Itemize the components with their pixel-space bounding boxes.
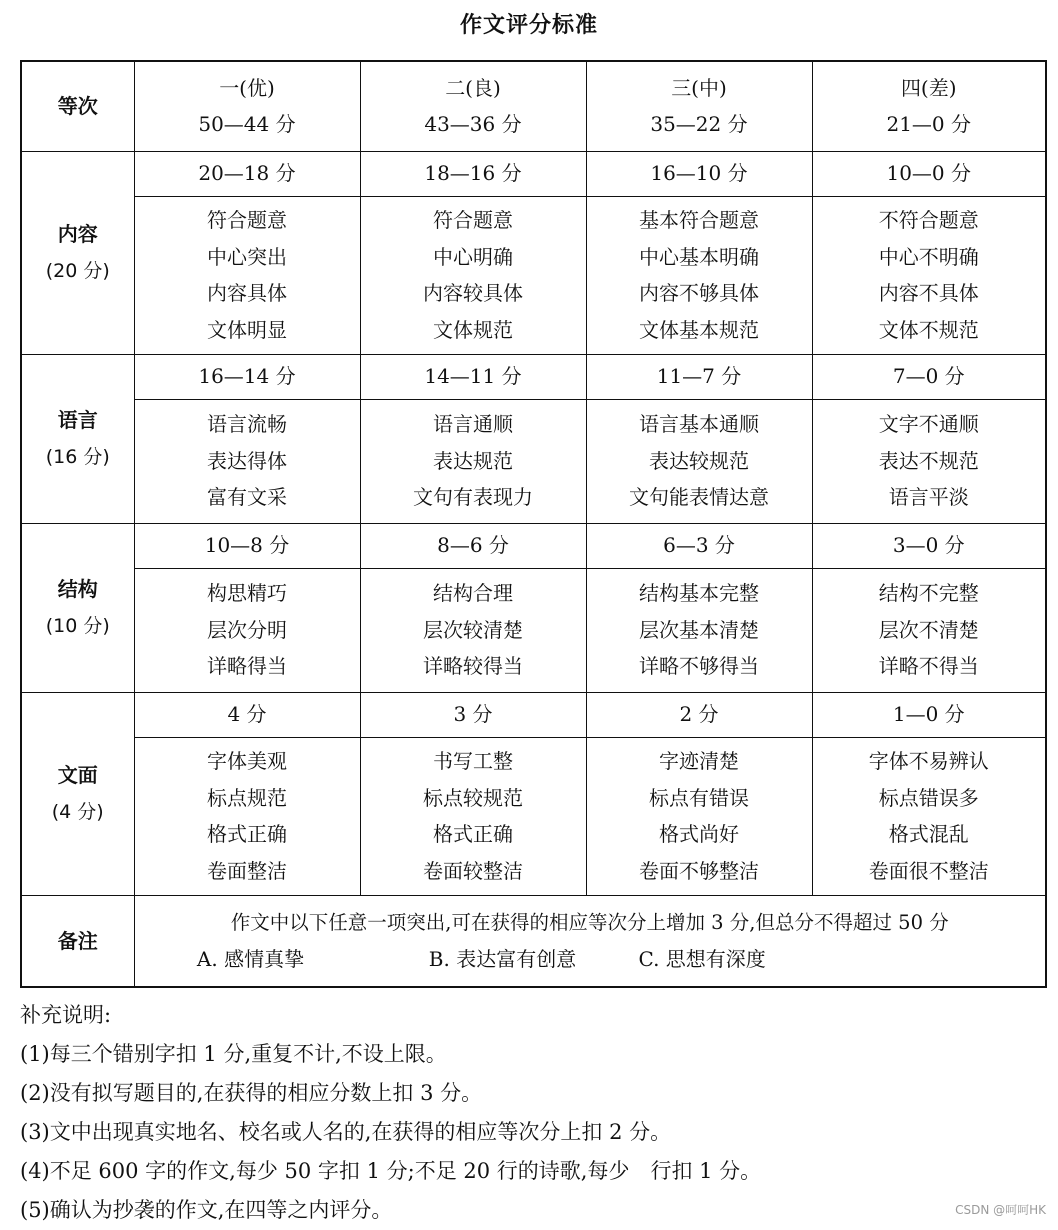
- category-rows: [21, 151, 1046, 895]
- criteria-cell: [812, 568, 1046, 692]
- supplement-item: (1)每三个错别字扣 1 分,重复不计,不设上限。: [20, 1042, 447, 1066]
- supplement-item: (5)确认为抄袭的作文,在四等之内评分。: [20, 1198, 393, 1222]
- criteria-line: 标点有错误: [649, 785, 749, 810]
- criteria-line: 详略较得当: [423, 654, 523, 679]
- grade-label: 等次: [21, 61, 134, 151]
- criteria-line: 文体明显: [207, 317, 287, 342]
- grade-name: 四(差): [900, 75, 957, 100]
- criteria-line: 层次基本清楚: [639, 617, 759, 642]
- score-cell: 18—16 分: [360, 151, 586, 196]
- grade-range: 21—0 分: [886, 112, 972, 137]
- criteria-line: 卷面不够整洁: [639, 858, 759, 883]
- criteria-line: 格式正确: [433, 822, 513, 846]
- notes-cell: [134, 895, 1046, 987]
- score-cell: 7—0 分: [812, 354, 1046, 399]
- score-cell: 10—0 分: [812, 151, 1046, 196]
- criteria-cell: [812, 399, 1046, 523]
- category-name: 语言: [57, 408, 98, 432]
- criteria-line: 详略不够得当: [639, 654, 759, 679]
- notes-label: 备注: [21, 895, 134, 987]
- criteria-cell: [586, 399, 812, 523]
- criteria-line: 不符合题意: [878, 208, 979, 232]
- category-label: [21, 151, 134, 354]
- supplement-item: (3)文中出现真实地名、校名或人名的,在获得的相应等次分上扣 2 分。: [20, 1120, 672, 1144]
- criteria-line: 文句能表情达意: [629, 485, 769, 510]
- criteria-line: 标点较规范: [423, 785, 523, 810]
- criteria-line: 语言基本通顺: [639, 412, 759, 437]
- criteria-cell: [134, 196, 360, 354]
- category-label: [21, 354, 134, 523]
- category-points: (16 分): [45, 445, 110, 468]
- criteria-line: 字体美观: [207, 749, 287, 773]
- notes-options: [135, 941, 1046, 977]
- score-cell: 11—7 分: [586, 354, 812, 399]
- criteria-line: 符合题意: [207, 208, 287, 232]
- criteria-line: 文体规范: [433, 317, 513, 342]
- criteria-line: 中心明确: [433, 244, 513, 269]
- grade-header-cell: [360, 61, 586, 151]
- criteria-line: 结构合理: [433, 581, 513, 606]
- criteria-line: 字体不易辨认: [868, 749, 989, 773]
- grade-range: 50—44 分: [198, 112, 296, 137]
- criteria-row: [21, 568, 1046, 692]
- criteria-line: 表达较规范: [649, 448, 749, 473]
- category-name: 内容: [57, 222, 98, 246]
- criteria-line: 语言通顺: [433, 412, 513, 437]
- criteria-line: 内容不具体: [878, 281, 979, 305]
- criteria-cell: [134, 737, 360, 895]
- criteria-line: 文体基本规范: [639, 317, 759, 342]
- criteria-line: 标点错误多: [878, 785, 979, 810]
- score-cell: 14—11 分: [360, 354, 586, 399]
- criteria-line: 文字不通顺: [878, 412, 979, 437]
- score-cell: 6—3 分: [586, 523, 812, 568]
- notes-option: A. 感情真挚: [196, 946, 305, 971]
- criteria-line: 详略得当: [207, 654, 287, 679]
- criteria-line: 表达规范: [433, 448, 513, 473]
- criteria-line: 格式正确: [207, 822, 287, 846]
- page-title: 作文评分标准: [459, 13, 598, 38]
- criteria-row: [21, 196, 1046, 354]
- criteria-line: 层次不清楚: [878, 617, 979, 642]
- score-cell: 3—0 分: [812, 523, 1046, 568]
- criteria-line: 中心不明确: [878, 244, 979, 269]
- criteria-cell: [360, 568, 586, 692]
- criteria-line: 内容具体: [207, 281, 287, 305]
- criteria-line: 语言平淡: [888, 485, 969, 510]
- criteria-cell: [360, 737, 586, 895]
- criteria-line: 构思精巧: [207, 581, 287, 606]
- criteria-cell: [812, 196, 1046, 354]
- score-cell: 16—10 分: [586, 151, 812, 196]
- supplement-item: (2)没有拟写题目的,在获得的相应分数上扣 3 分。: [20, 1081, 483, 1105]
- criteria-line: 书写工整: [433, 749, 513, 773]
- category-points: (4 分): [51, 800, 104, 823]
- score-row: [21, 354, 1046, 399]
- supplement-heading: 补充说明:: [20, 1003, 112, 1027]
- criteria-line: 基本符合题意: [639, 208, 759, 232]
- watermark: CSDN @呵呵HK: [955, 1203, 1046, 1217]
- category-points: (10 分): [45, 614, 110, 637]
- criteria-line: 格式尚好: [659, 822, 739, 846]
- criteria-line: 字迹清楚: [659, 749, 739, 773]
- grade-header-cell: [586, 61, 812, 151]
- criteria-cell: [134, 399, 360, 523]
- grade-name: 一(优): [219, 75, 275, 100]
- criteria-line: 内容较具体: [423, 281, 523, 305]
- criteria-cell: [586, 568, 812, 692]
- criteria-line: 富有文采: [207, 485, 287, 510]
- criteria-line: 文句有表现力: [413, 485, 533, 510]
- grade-name: 三(中): [671, 75, 727, 100]
- score-cell: 2 分: [586, 692, 812, 737]
- criteria-line: 文体不规范: [878, 317, 979, 342]
- criteria-cell: [360, 399, 586, 523]
- criteria-cell: [812, 737, 1046, 895]
- scoring-table: [20, 60, 1047, 988]
- criteria-line: 表达得体: [207, 448, 287, 473]
- score-row: [21, 523, 1046, 568]
- criteria-row: [21, 399, 1046, 523]
- notes-text: 作文中以下任意一项突出,可在获得的相应等次分上增加 3 分,但总分不得超过 50 分: [230, 910, 949, 934]
- score-cell: 20—18 分: [134, 151, 360, 196]
- notes-option: C. 思想有深度: [638, 946, 766, 971]
- grade-range: 43—36 分: [424, 112, 522, 137]
- criteria-cell: [360, 196, 586, 354]
- grade-name: 二(良): [445, 75, 501, 100]
- category-label: [21, 523, 134, 692]
- criteria-line: 语言流畅: [207, 412, 287, 437]
- score-row: [21, 151, 1046, 196]
- category-label: [21, 692, 134, 895]
- score-cell: 3 分: [360, 692, 586, 737]
- criteria-line: 标点规范: [207, 785, 287, 810]
- criteria-line: 中心突出: [207, 244, 287, 269]
- criteria-line: 表达不规范: [878, 448, 979, 473]
- criteria-cell: [586, 737, 812, 895]
- criteria-line: 格式混乱: [888, 822, 969, 846]
- criteria-line: 结构不完整: [878, 581, 979, 606]
- grade-header-cell: [134, 61, 360, 151]
- criteria-line: 内容不够具体: [639, 281, 759, 305]
- criteria-line: 层次较清楚: [423, 617, 523, 642]
- criteria-line: 层次分明: [207, 617, 287, 642]
- notes-row: [21, 895, 1046, 987]
- criteria-line: 详略不得当: [878, 654, 979, 679]
- criteria-cell: [586, 196, 812, 354]
- notes-option: B. 表达富有创意: [428, 946, 577, 971]
- score-cell: 8—6 分: [360, 523, 586, 568]
- criteria-cell: [134, 568, 360, 692]
- score-cell: 16—14 分: [134, 354, 360, 399]
- category-name: 结构: [57, 577, 98, 601]
- criteria-line: 结构基本完整: [639, 581, 759, 606]
- category-name: 文面: [57, 763, 98, 787]
- grade-range: 35—22 分: [650, 112, 748, 137]
- criteria-line: 中心基本明确: [639, 244, 759, 269]
- score-row: [21, 692, 1046, 737]
- score-cell: 1—0 分: [812, 692, 1046, 737]
- criteria-line: 符合题意: [433, 208, 513, 232]
- criteria-line: 卷面整洁: [207, 858, 287, 883]
- supplement-item: (4)不足 600 字的作文,每少 50 字扣 1 分;不足 20 行的诗歌,每少 行扣 1 分。: [20, 1159, 762, 1183]
- score-cell: 4 分: [134, 692, 360, 737]
- grade-header-row: [21, 61, 1046, 151]
- criteria-line: 卷面很不整洁: [868, 858, 989, 883]
- criteria-line: 卷面较整洁: [423, 858, 523, 883]
- score-cell: 10—8 分: [134, 523, 360, 568]
- supplement: [20, 996, 1040, 1230]
- criteria-row: [21, 737, 1046, 895]
- grade-header-cell: [812, 61, 1046, 151]
- category-points: (20 分): [45, 259, 110, 282]
